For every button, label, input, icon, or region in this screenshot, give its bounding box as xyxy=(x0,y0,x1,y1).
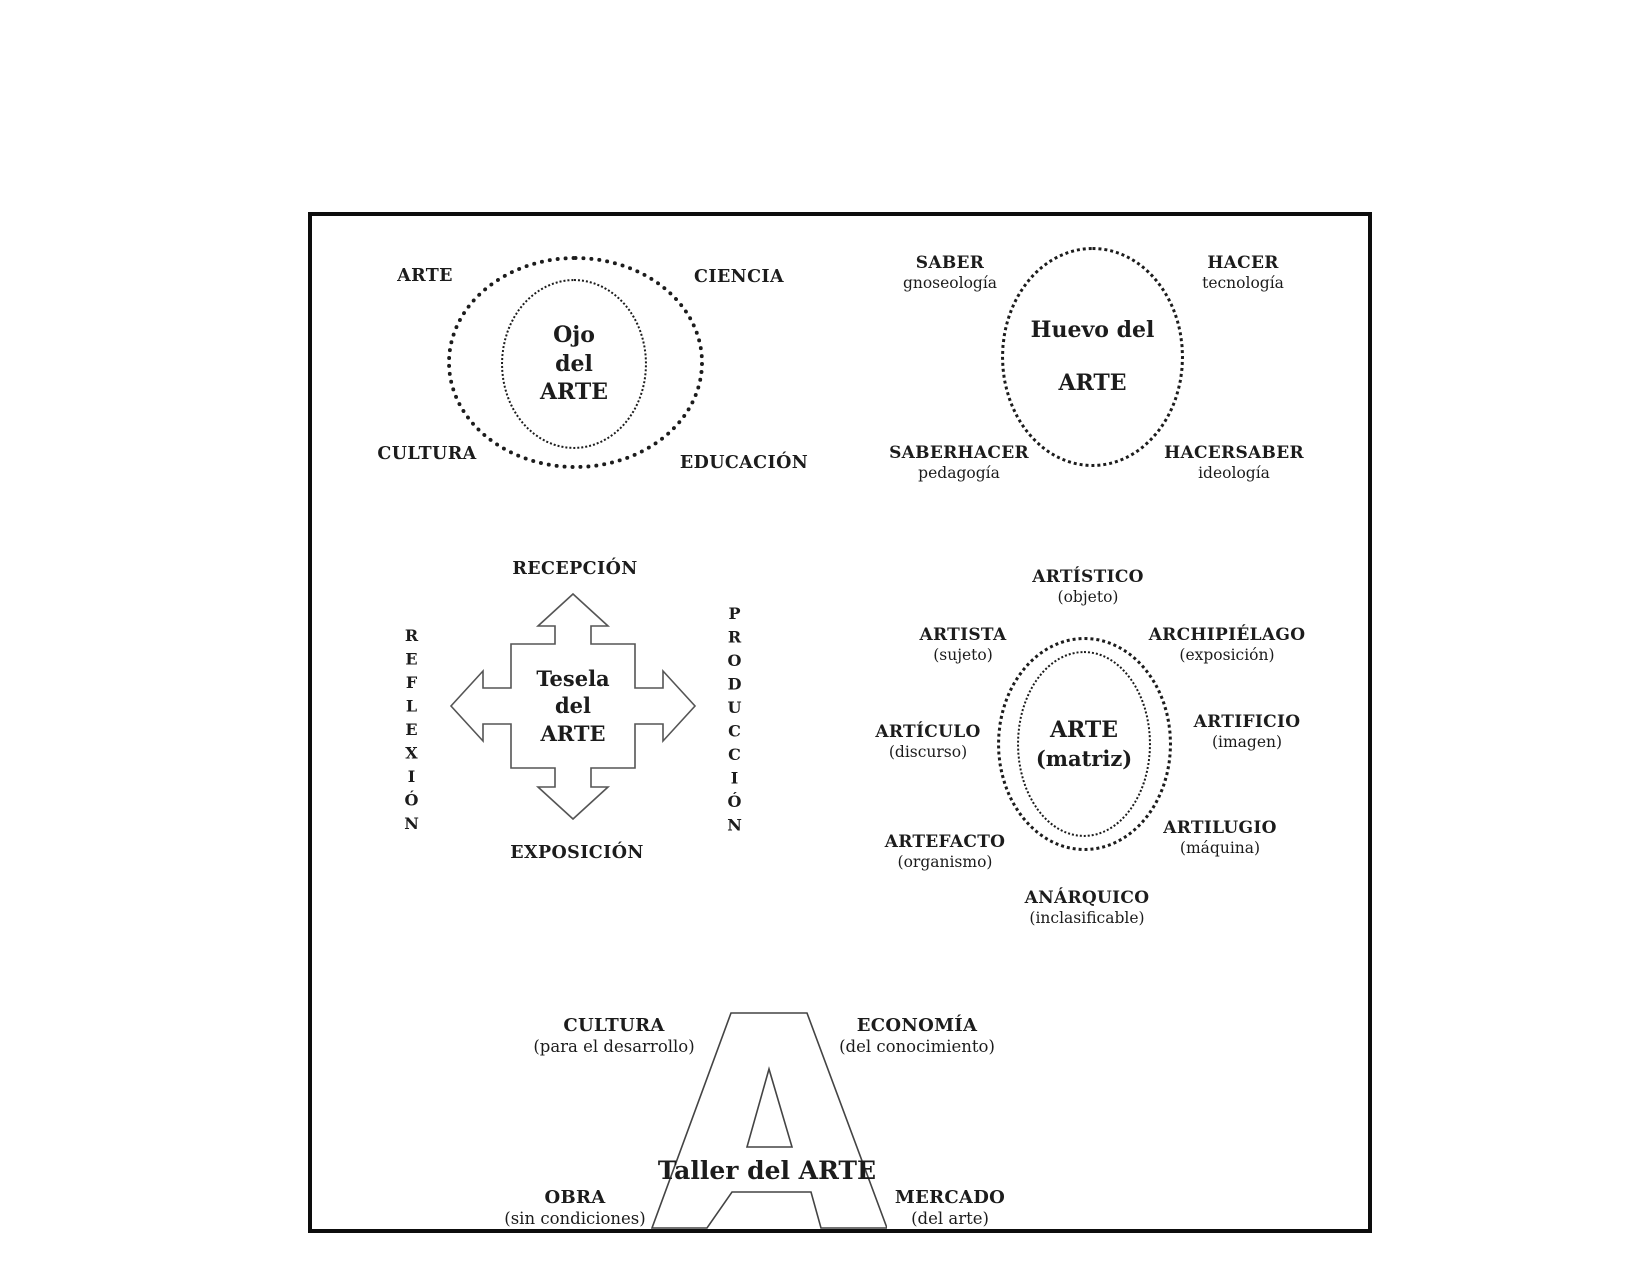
matriz-label-artefacto: ARTEFACTO (organismo) xyxy=(884,832,1006,871)
diagram-frame xyxy=(308,212,1372,1233)
matriz-label-anarquico: ANÁRQUICO (inclasificable) xyxy=(1024,888,1150,927)
matriz-center-text: ARTE (matriz) xyxy=(1035,717,1133,771)
huevo-label-saber: SABER gnoseología xyxy=(902,253,998,292)
tesela-label-produccion: PRODUCCIÓN xyxy=(725,604,744,839)
matriz-label-archipielago: ARCHIPIÉLAGO (exposición) xyxy=(1148,625,1306,664)
tesela-label-exposicion: EXPOSICIÓN xyxy=(510,843,644,863)
matriz-label-articulo: ARTÍCULO (discurso) xyxy=(875,722,981,761)
taller-label-cultura: CULTURA (para el desarrollo) xyxy=(533,1015,695,1056)
tesela-label-reflexion: REFLEXIÓN xyxy=(402,626,421,838)
matriz-label-artificio: ARTIFICIO (imagen) xyxy=(1193,712,1301,751)
huevo-label-hacersaber: HACERSABER ideología xyxy=(1164,443,1304,482)
taller-label-economia: ECONOMÍA (del conocimiento) xyxy=(839,1015,995,1056)
ojo-center-text: Ojo del ARTE xyxy=(539,322,609,406)
ojo-label-cultura: CULTURA xyxy=(377,444,477,464)
matriz-label-artilugio: ARTILUGIO (máquina) xyxy=(1163,818,1277,857)
huevo-label-hacer: HACER tecnología xyxy=(1202,253,1284,292)
huevo-center-text: Huevo del ARTE xyxy=(1030,317,1155,396)
matriz-label-artista: ARTISTA (sujeto) xyxy=(919,625,1007,664)
ojo-label-arte: ARTE xyxy=(397,266,453,286)
taller-label-mercado: MERCADO (del arte) xyxy=(894,1187,1006,1228)
ojo-label-educacion: EDUCACIÓN xyxy=(679,453,809,473)
taller-label-obra: OBRA (sin condiciones) xyxy=(504,1187,646,1228)
tesela-center-text: Tesela del ARTE xyxy=(536,666,610,746)
huevo-label-saberhacer: SABERHACER pedagogía xyxy=(889,443,1029,482)
tesela-label-recepcion: RECEPCIÓN xyxy=(512,559,638,579)
taller-center-text: Taller del ARTE xyxy=(657,1156,877,1185)
ojo-label-ciencia: CIENCIA xyxy=(694,267,784,287)
matriz-label-artistico: ARTÍSTICO (objeto) xyxy=(1032,567,1144,606)
